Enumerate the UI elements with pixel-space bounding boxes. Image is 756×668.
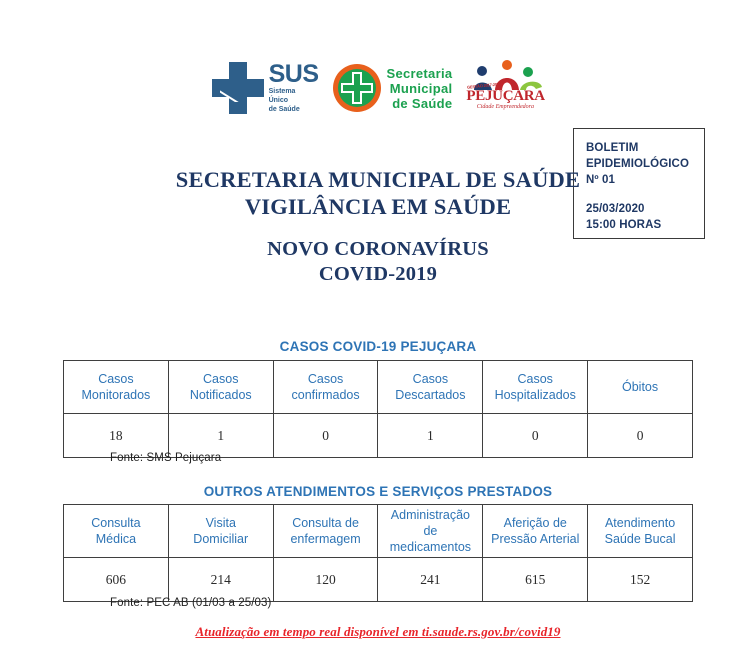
page-subtitle-line1: NOVO CORONAVÍRUS xyxy=(267,238,489,260)
pejucara-wordmark: PEJUÇARA xyxy=(466,88,545,104)
secretaria-municipal-saude-logo xyxy=(333,64,453,112)
table-cell-value: 606 xyxy=(64,558,169,602)
boletim-date: 25/03/2020 xyxy=(586,203,645,215)
column-header: Aferição de Pressão Arterial xyxy=(483,505,588,558)
sus-subtitle-line2: Único xyxy=(268,97,289,104)
column-header: Casos Hospitalizados xyxy=(483,361,588,414)
secretaria-line2: Municipal xyxy=(389,80,453,96)
section-heading-casos: CASOS COVID-19 PEJUÇARA xyxy=(279,339,477,354)
table-cell-value: 615 xyxy=(483,558,588,602)
pejucara-logo xyxy=(466,60,544,116)
secretaria-line3: de Saúde xyxy=(392,95,453,111)
column-header: Administração de medicamentos xyxy=(378,505,483,558)
source-note-outros: Fonte: PEC AB (01/03 a 25/03) xyxy=(110,597,272,609)
table-row xyxy=(64,558,693,602)
page-title-line2: VIGILÂNCIA EM SAÚDE xyxy=(244,194,512,219)
sus-cross-icon xyxy=(212,62,264,114)
casos-covid-table xyxy=(63,360,693,458)
pejucara-tagline: Cidade Empreendedora xyxy=(476,104,535,110)
sus-logo-text xyxy=(269,62,319,114)
outros-atendimentos-table xyxy=(63,504,693,602)
table-cell-value: 0 xyxy=(483,414,588,458)
boletim-label-line1: BOLETIM xyxy=(586,142,639,154)
boletim-number: Nº 01 xyxy=(586,174,615,186)
sus-logo xyxy=(212,62,319,114)
boletim-time: 15:00 HORAS xyxy=(586,219,662,231)
column-header: Casos confirmados xyxy=(273,361,378,414)
table-cell-value: 18 xyxy=(64,414,169,458)
footer-note-text: Atualização em tempo real disponível em ti.saude.rs.gov.br/covid19 xyxy=(195,624,561,639)
document-title-block xyxy=(0,166,756,287)
table-header-row xyxy=(64,361,693,414)
page-subtitle-line2: COVID-2019 xyxy=(318,263,438,285)
secretaria-logo-text xyxy=(387,66,453,111)
table-cell-value: 241 xyxy=(378,558,483,602)
green-cross-circle-icon xyxy=(333,64,381,112)
footer-realtime-note xyxy=(0,623,756,641)
table-cell-value: 152 xyxy=(588,558,693,602)
source-note-casos: Fonte: SMS Pejuçara xyxy=(110,452,222,464)
secretaria-line1: Secretaria xyxy=(386,65,453,81)
column-header: Casos Descartados xyxy=(378,361,483,414)
table-cell-value: 1 xyxy=(378,414,483,458)
section-heading-outros: OUTROS ATENDIMENTOS E SERVIÇOS PRESTADOS xyxy=(203,484,553,499)
header-logo-band xyxy=(0,52,756,124)
table-header-row xyxy=(64,505,693,558)
table-cell-value: 1 xyxy=(168,414,273,458)
table-cell-value: 214 xyxy=(168,558,273,602)
table-row xyxy=(64,414,693,458)
column-header: Atendimento Saúde Bucal xyxy=(588,505,693,558)
pejucara-gov-label: GESTÃO 2017-2020 xyxy=(467,81,502,90)
sus-wordmark: SUS xyxy=(268,60,319,88)
column-header: Casos Notificados xyxy=(168,361,273,414)
sus-subtitle-line1: Sistema xyxy=(268,88,296,95)
table-cell-value: 120 xyxy=(273,558,378,602)
table-cell-value: 0 xyxy=(273,414,378,458)
column-header: Óbitos xyxy=(588,361,693,414)
column-header: Casos Monitorados xyxy=(64,361,169,414)
boletim-label-line2: EPIDEMIOLÓGICO xyxy=(586,158,689,170)
column-header: Consulta de enfermagem xyxy=(273,505,378,558)
sus-subtitle-line3: de Saúde xyxy=(268,106,300,113)
page-title-line1: SECRETARIA MUNICIPAL DE SAÚDE xyxy=(175,167,581,192)
column-header: Visita Domiciliar xyxy=(168,505,273,558)
column-header: Consulta Médica xyxy=(64,505,169,558)
table-cell-value: 0 xyxy=(588,414,693,458)
